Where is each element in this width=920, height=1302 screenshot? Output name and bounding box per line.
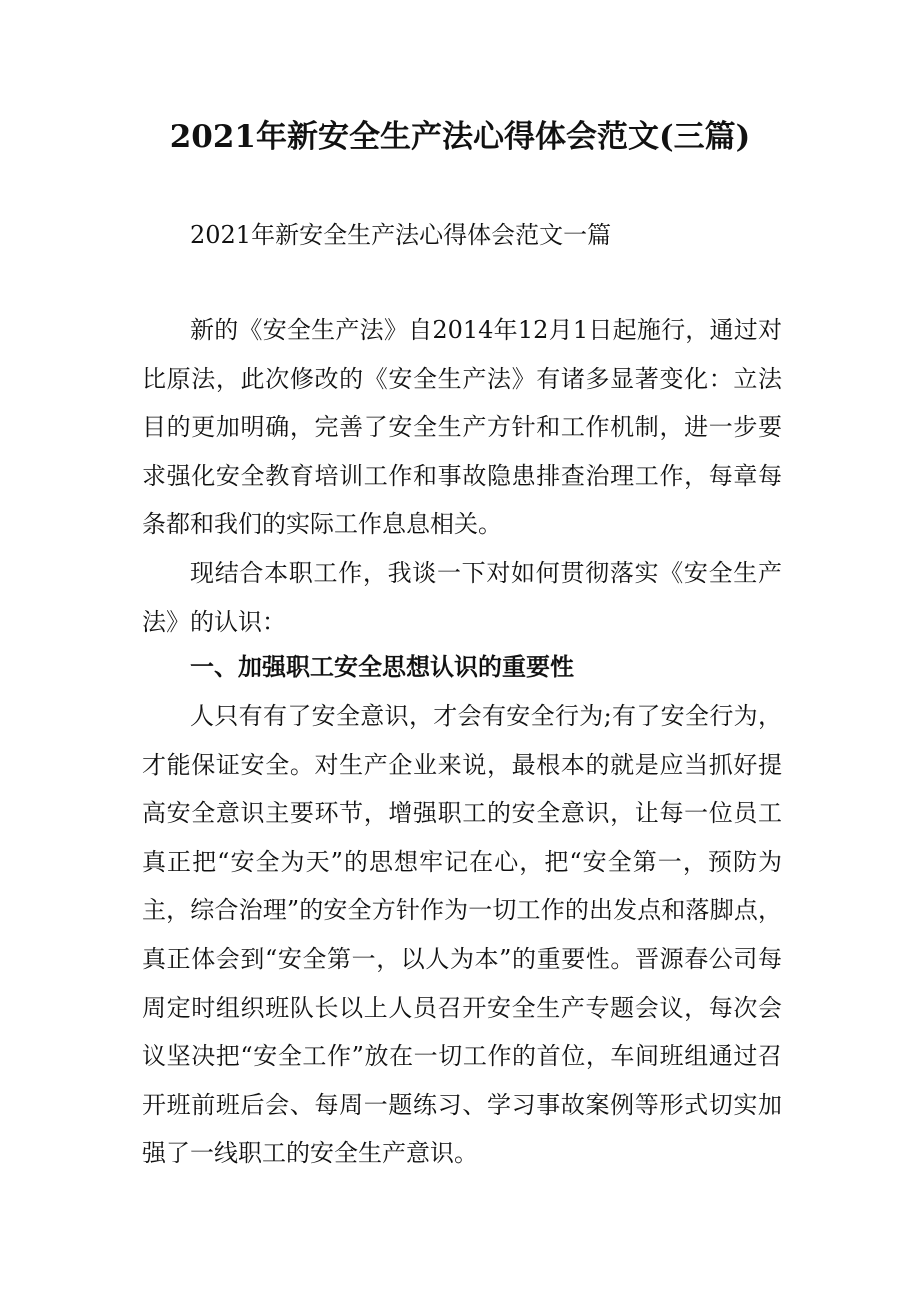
document-title: 2021年新安全生产法心得体会范文(三篇) [169, 119, 751, 155]
section-title: 2021年新安全生产法心得体会范文一篇 [190, 221, 612, 249]
heading-safety-awareness: 一、加强职工安全思想认识的重要性 [190, 652, 574, 681]
paragraph-safety-awareness: 人只有有了安全意识，才会有安全行为;有了安全行为，才能保证安全。对生产企业来说，最根本的就是应当抓好提高安全意识主要环节，增强职工的安全意识，让每一位员工真正把“安全为天”的思想牢记在心，把“安全第一，预防为主，综合治理”的安全方针作为一切工作的出发点和落脚点，真正体会到“安全第一，以人为本”的重要性。晋源春公司每周定时组织班队长以上人员召开安全生产专题会议，每次会议坚决把“安全工作”放在一切工作的首位，车间班组通过召开班前班后会、每周一题练习、学习事故案例等形式切实加强了一线职工的安全生产意识。 [142, 702, 782, 1168]
intro-block [142, 306, 782, 646]
paragraph-understanding: 现结合本职工作，我谈一下对如何贯彻落实《安全生产法》的认识： [142, 558, 782, 636]
awareness-block [142, 692, 782, 1178]
paragraph-intro: 新的《安全生产法》自2014年12月1日起施行，通过对比原法，此次修改的《安全生产法》有诸多显著变化：立法目的更加明确，完善了安全生产方针和工作机制，进一步要求强化安全教育培训工作和事故隐患排查治理工作，每章每条都和我们的实际工作息息相关。 [142, 316, 782, 539]
